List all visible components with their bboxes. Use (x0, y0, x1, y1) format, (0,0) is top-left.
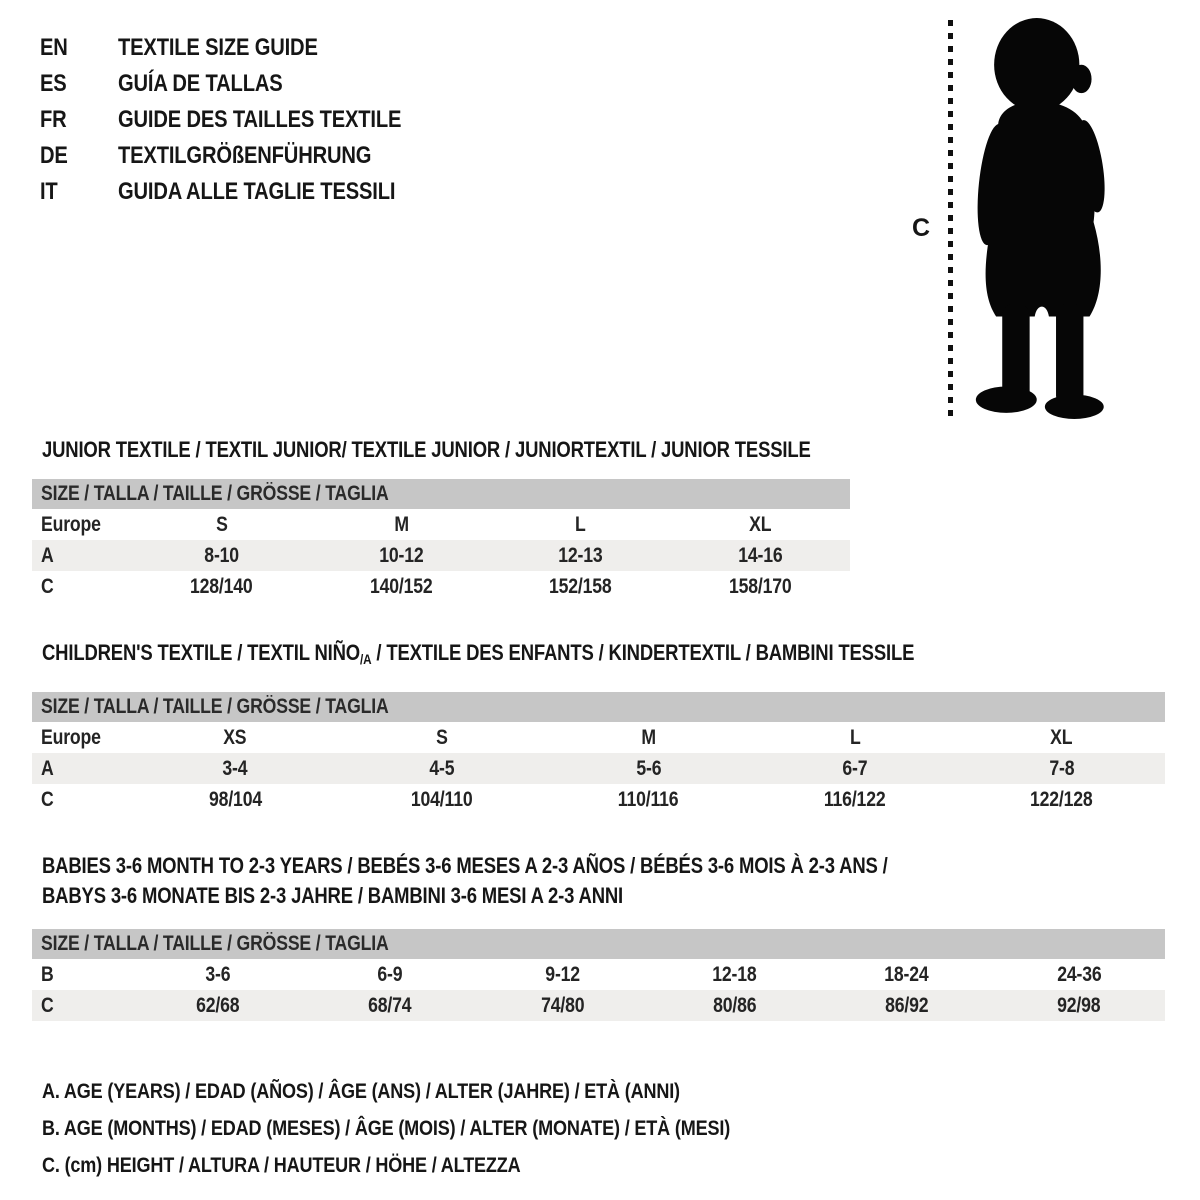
language-title-de: TEXTILGRÖßENFÜHRUNG (118, 142, 372, 169)
language-row-en (40, 30, 455, 66)
size-value: M (641, 725, 656, 749)
babies-section-title-line2: BABYS 3-6 MONATE BIS 2-3 JAHRE / BAMBINI 3-6 MESI A 2-3 ANNI (42, 883, 624, 908)
height-value: 158/170 (728, 574, 792, 598)
babies-size-header: SIZE / TALLA / TAILLE / GRÖSSE / TAGLIA (32, 929, 1165, 959)
language-row-fr (40, 102, 455, 138)
children-row-europe (32, 722, 1165, 753)
row-label: A (41, 543, 54, 567)
toddler-silhouette-icon (966, 14, 1142, 420)
children-section-title: CHILDREN'S TEXTILE / TEXTIL NIÑO/A / TEXTILE DES ENFANTS / KINDERTEXTIL / BAMBINI TESSILE (42, 640, 915, 667)
age-value: 7-8 (1049, 756, 1075, 780)
height-value: 110/116 (618, 787, 679, 811)
language-code-es: ES (40, 70, 67, 97)
row-label: C (41, 787, 54, 811)
junior-size-table (32, 479, 850, 602)
language-title-it: GUIDA ALLE TAGLIE TESSILI (118, 178, 396, 205)
language-title-fr: GUIDE DES TAILLES TEXTILE (118, 106, 402, 133)
row-label: C (41, 574, 54, 598)
row-label: A (41, 756, 54, 780)
language-title-en: TEXTILE SIZE GUIDE (118, 34, 318, 61)
height-value: 116/122 (824, 787, 886, 811)
height-figure (900, 12, 1195, 430)
height-value: 62/68 (196, 993, 240, 1017)
junior-row-europe (32, 509, 850, 540)
height-value: 122/128 (1030, 787, 1093, 811)
language-row-de (40, 138, 455, 174)
children-row-age (32, 753, 1165, 784)
age-value: 8-10 (204, 543, 240, 567)
height-value: 128/140 (190, 574, 254, 598)
age-value: 4-5 (429, 756, 455, 780)
months-value: 18-24 (884, 962, 929, 986)
size-value: S (436, 725, 448, 749)
children-size-table (32, 692, 1165, 815)
children-row-height (32, 784, 1165, 815)
junior-row-age (32, 540, 850, 571)
height-value: 98/104 (208, 787, 262, 811)
height-value: 152/158 (549, 574, 613, 598)
language-code-de: DE (40, 142, 68, 169)
legend-age-years: A. AGE (YEARS) / EDAD (AÑOS) / ÂGE (ANS) / ALTER (JAHRE) / ETÀ (ANNI) (42, 1079, 680, 1103)
legend-age-months: B. AGE (MONTHS) / EDAD (MESES) / ÂGE (MOIS) / ALTER (MONATE) / ETÀ (MESI) (42, 1116, 731, 1140)
months-value: 9-12 (545, 962, 580, 986)
age-value: 12-13 (558, 543, 603, 567)
height-value: 104/110 (411, 787, 473, 811)
size-value: S (215, 512, 228, 536)
height-value: 80/86 (712, 993, 757, 1017)
height-value: 68/74 (368, 993, 412, 1017)
months-value: 6-9 (377, 962, 403, 986)
children-size-header: SIZE / TALLA / TAILLE / GRÖSSE / TAGLIA (32, 692, 1165, 722)
title-subscript: /A (359, 651, 372, 667)
babies-section-title-line1: BABIES 3-6 MONTH TO 2-3 YEARS / BEBÉS 3-6 MESES A 2-3 AÑOS / BÉBÉS 3-6 MOIS À 2-3 ANS / (42, 853, 888, 878)
size-value: XL (749, 512, 772, 536)
language-title-es: GUÍA DE TALLAS (118, 70, 283, 97)
junior-section-title: JUNIOR TEXTILE / TEXTIL JUNIOR/ TEXTILE JUNIOR / JUNIORTEXTIL / JUNIOR TESSILE (42, 437, 811, 462)
language-code-en: EN (40, 34, 68, 61)
size-value: M (393, 512, 409, 536)
height-value: 86/92 (885, 993, 929, 1017)
height-value: 92/98 (1057, 993, 1101, 1017)
size-value: L (849, 725, 861, 749)
size-value: XS (223, 725, 247, 749)
babies-row-months (32, 959, 1165, 990)
language-code-fr: FR (40, 106, 67, 133)
dashed-measure-line (948, 20, 953, 420)
babies-section (32, 851, 1165, 1021)
age-value: 3-4 (222, 756, 248, 780)
children-section (32, 640, 1165, 815)
babies-size-table (32, 929, 1165, 1021)
months-value: 24-36 (1056, 962, 1102, 986)
language-code-it: IT (40, 178, 58, 205)
age-value: 14-16 (738, 543, 783, 567)
babies-row-height (32, 990, 1165, 1021)
junior-section (32, 437, 1165, 602)
row-label: C (41, 993, 54, 1017)
row-label: Europe (41, 512, 101, 536)
measure-legend (32, 1073, 1165, 1184)
height-value: 74/80 (540, 993, 585, 1017)
age-value: 10-12 (379, 543, 424, 567)
size-value: L (575, 512, 587, 536)
language-title-list (40, 30, 455, 210)
age-value: 6-7 (842, 756, 868, 780)
size-value: XL (1050, 725, 1073, 749)
row-label: Europe (41, 725, 101, 749)
months-value: 12-18 (712, 962, 757, 986)
legend-height-cm: C. (cm) HEIGHT / ALTURA / HAUTEUR / HÖHE / ALTEZZA (42, 1153, 521, 1177)
language-row-es (40, 66, 455, 102)
height-value: 140/152 (369, 574, 433, 598)
months-value: 3-6 (205, 962, 231, 986)
size-tables (32, 437, 1165, 1184)
age-value: 5-6 (635, 756, 661, 780)
row-label: B (41, 962, 54, 986)
junior-size-header: SIZE / TALLA / TAILLE / GRÖSSE / TAGLIA (32, 479, 850, 509)
language-row-it (40, 174, 455, 210)
junior-row-height (32, 571, 850, 602)
height-measure-label: C (912, 214, 931, 242)
